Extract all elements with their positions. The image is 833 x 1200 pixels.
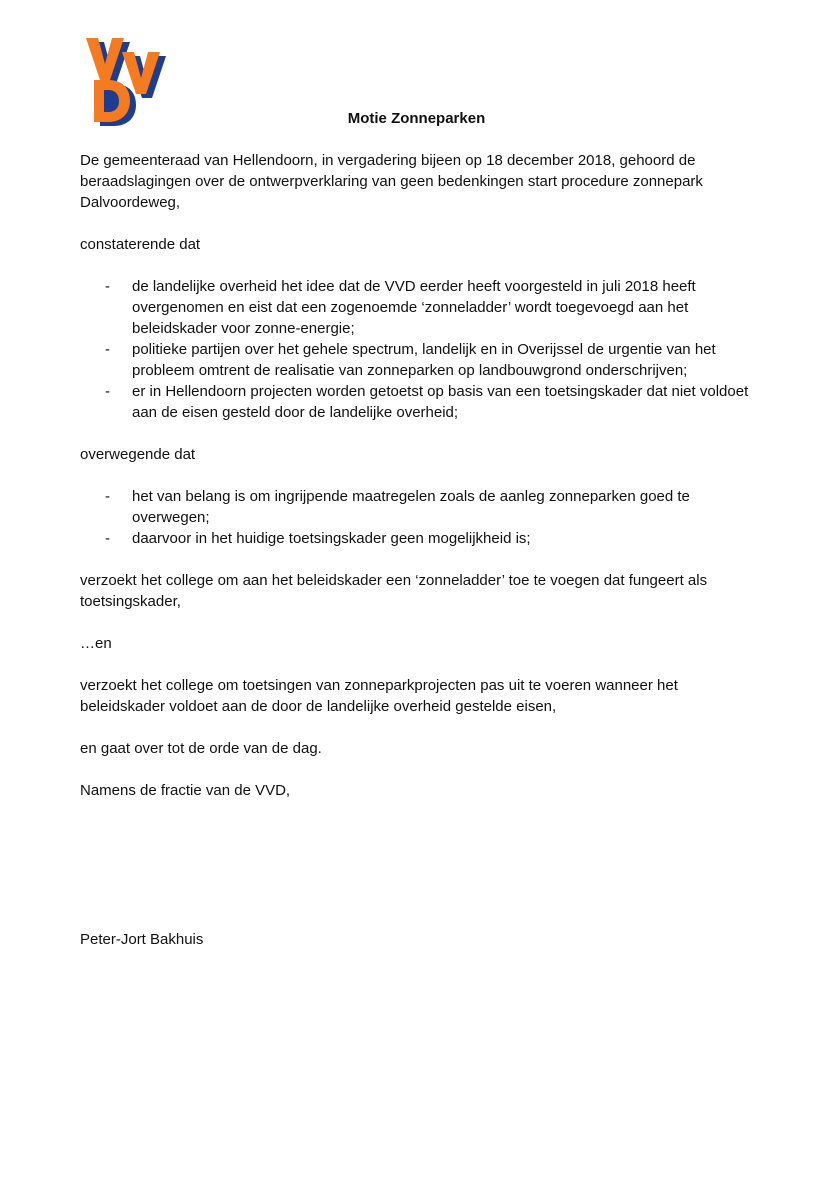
signatory-name: Peter-Jort Bakhuis: [80, 931, 204, 948]
document-title: Motie Zonneparken: [347, 110, 486, 127]
list-item: - er in Hellendoorn projecten worden getoetst op basis van een toetsingskader dat niet voldoet aan de eisen gesteld door de landelijke overheid;: [105, 383, 749, 421]
dash-bullet: -: [105, 341, 110, 358]
list-item: - de landelijke overheid het idee dat de VVD eerder heeft voorgesteld in juli 2018 heeft overgenomen en eist dat een zogenoemde ‘zonneladder’ wordt toegevoegd aan het beleidskader voor zonne-energie;: [105, 278, 696, 337]
dash-bullet: -: [105, 383, 110, 400]
en-paragraph: …en: [80, 635, 112, 652]
signature-space: [80, 822, 760, 929]
document-body: [80, 150, 760, 971]
constaterende-heading: constaterende dat: [80, 236, 201, 253]
list-item: - daarvoor in het huidige toetsingskader geen mogelijkheid is;: [105, 530, 531, 547]
namens-line: Namens de fractie van de VVD,: [80, 782, 291, 799]
list-item: - het van belang is om ingrijpende maatregelen zoals de aanleg zonneparken goed te overwegen;: [105, 488, 690, 526]
verzoekt-paragraph-2: verzoekt het college om toetsingen van zonneparkprojecten pas uit te voeren wanneer het beleidskader voldoet aan de door de landelijke overheid gestelde eisen,: [80, 677, 678, 715]
verzoekt-paragraph-1: verzoekt het college om aan het beleidskader een ‘zonneladder’ toe te voegen dat fungeert als toetsingskader,: [80, 572, 708, 610]
overwegende-heading: overwegende dat: [80, 446, 196, 463]
dash-bullet: -: [105, 488, 110, 505]
constaterende-list: [80, 276, 760, 423]
dash-bullet: -: [105, 530, 110, 547]
dash-bullet: -: [105, 278, 110, 295]
overwegende-list: [80, 486, 760, 549]
intro-paragraph: De gemeenteraad van Hellendoorn, in vergadering bijeen op 18 december 2018, gehoord de beraadslagingen over de ontwerpverklaring van geen bedenkingen start procedure zonnepark Dalvoordeweg,: [80, 152, 703, 211]
closing-paragraph: en gaat over tot de orde van de dag.: [80, 740, 322, 757]
list-item: - politieke partijen over het gehele spectrum, landelijk en in Overijssel de urgentie van het probleem omtrent de realisatie van zonneparken op landbouwgrond onderschrijven;: [105, 341, 716, 379]
